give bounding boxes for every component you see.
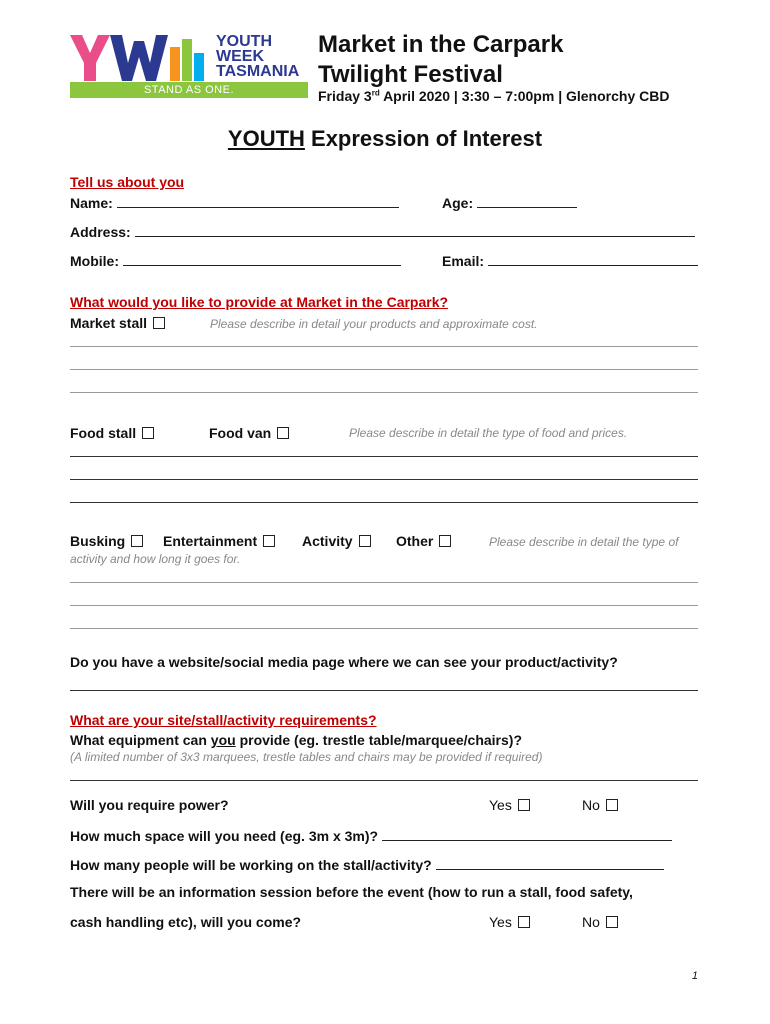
- busking-checkbox[interactable]: [131, 535, 143, 547]
- answer-line[interactable]: [70, 628, 698, 629]
- mobile-field[interactable]: Mobile:: [70, 251, 401, 269]
- info-no-checkbox[interactable]: [606, 916, 618, 928]
- info-no-option[interactable]: No: [582, 914, 618, 930]
- section-heading-about: Tell us about you: [70, 174, 185, 190]
- people-field[interactable]: How many people will be working on the stall/activity?: [70, 855, 664, 873]
- equipment-hint: (A limited number of 3x3 marquees, trestle tables and chairs may be provided if required): [70, 750, 543, 764]
- power-yes-option[interactable]: Yes: [489, 797, 530, 813]
- answer-line[interactable]: [70, 369, 698, 370]
- activity-option[interactable]: Activity: [302, 533, 371, 549]
- info-yes-checkbox[interactable]: [518, 916, 530, 928]
- power-yes-checkbox[interactable]: [518, 799, 530, 811]
- answer-line[interactable]: [70, 582, 698, 583]
- space-field[interactable]: How much space will you need (eg. 3m x 3m)?: [70, 826, 672, 844]
- event-date: Friday 3rd April 2020 | 3:30 – 7:00pm | Glenorchy CBD: [318, 88, 670, 104]
- answer-line[interactable]: [70, 392, 698, 393]
- answer-line[interactable]: [70, 346, 698, 347]
- other-checkbox[interactable]: [439, 535, 451, 547]
- yw-logo-mark: [70, 33, 220, 83]
- answer-line[interactable]: [70, 690, 698, 691]
- email-field[interactable]: Email:: [442, 251, 698, 269]
- info-session-question: There will be an information session before the event (how to run a stall, food safety,: [70, 884, 633, 900]
- food-van-option[interactable]: Food van: [209, 425, 289, 441]
- market-stall-checkbox[interactable]: [153, 317, 165, 329]
- answer-line[interactable]: [70, 479, 698, 480]
- answer-line[interactable]: [70, 780, 698, 781]
- equipment-question: What equipment can you provide (eg. trestle table/marquee/chairs)?: [70, 732, 522, 748]
- market-stall-option[interactable]: Market stall: [70, 315, 165, 331]
- address-field[interactable]: Address:: [70, 222, 695, 240]
- food-van-checkbox[interactable]: [277, 427, 289, 439]
- event-title: Market in the Carpark Twilight Festival: [318, 31, 564, 88]
- food-stall-option[interactable]: Food stall: [70, 425, 154, 441]
- name-field[interactable]: Name:: [70, 193, 399, 211]
- info-yes-option[interactable]: Yes: [489, 914, 530, 930]
- form-title: YOUTH Expression of Interest: [227, 126, 543, 151]
- food-hint: Please describe in detail the type of food and prices.: [349, 426, 628, 440]
- food-stall-checkbox[interactable]: [142, 427, 154, 439]
- section-heading-requirements: What are your site/stall/activity requirements?: [70, 712, 377, 728]
- answer-line[interactable]: [70, 502, 698, 503]
- busking-option[interactable]: Busking: [70, 533, 143, 549]
- activity-checkbox[interactable]: [359, 535, 371, 547]
- entertainment-option[interactable]: Entertainment: [163, 533, 275, 549]
- market-stall-hint: Please describe in detail your products and approximate cost.: [210, 317, 538, 331]
- activity-hint: Please describe in detail the type of: [489, 535, 679, 549]
- power-no-option[interactable]: No: [582, 797, 618, 813]
- answer-line[interactable]: [70, 456, 698, 457]
- info-session-question-cont: cash handling etc), will you come?: [70, 914, 302, 930]
- age-field[interactable]: Age:: [442, 193, 577, 211]
- activity-hint-cont: activity and how long it goes for.: [70, 552, 241, 566]
- logo-tagline: STAND AS ONE.: [70, 82, 308, 98]
- website-question: Do you have a website/social media page where we can see your product/activity?: [70, 654, 618, 670]
- other-option[interactable]: Other: [396, 533, 451, 549]
- section-heading-provide: What would you like to provide at Market in the Carpark?: [70, 294, 449, 310]
- page-number: 1: [691, 970, 698, 982]
- answer-line[interactable]: [70, 605, 698, 606]
- power-question: Will you require power?: [70, 797, 229, 813]
- logo-wordmark: YOUTH WEEK TASMANIA: [216, 33, 300, 80]
- power-no-checkbox[interactable]: [606, 799, 618, 811]
- entertainment-checkbox[interactable]: [263, 535, 275, 547]
